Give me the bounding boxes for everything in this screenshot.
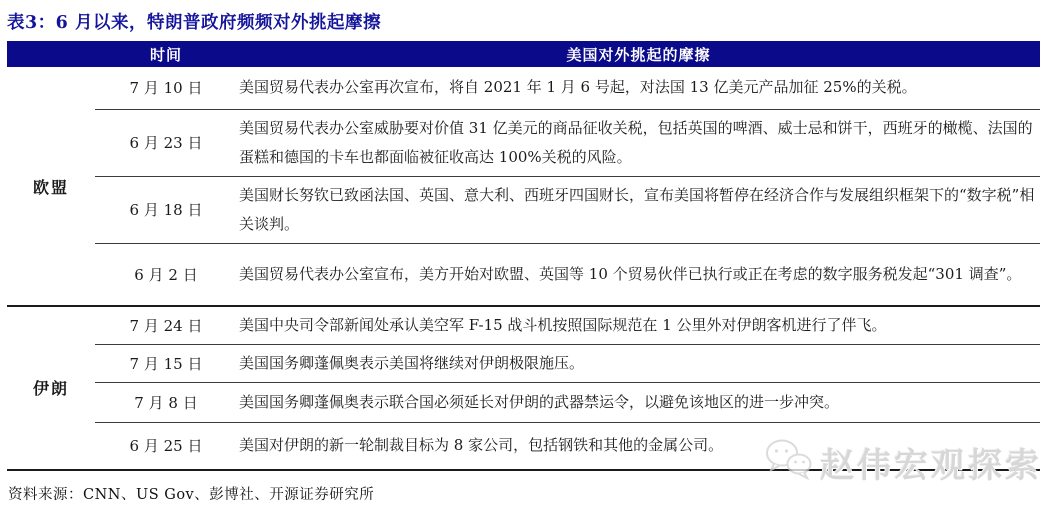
table-row (7, 383, 1040, 423)
header-row (7, 41, 1040, 67)
event-desc: 美国国务卿蓬佩奥表示美国将继续对伊朗极限施压。 (237, 345, 1040, 383)
group-eu (7, 67, 1040, 306)
group-label-eu: 欧盟 (7, 67, 95, 306)
event-desc: 美国贸易代表办公室再次宣布，将自 2021 年 1 月 6 号起，对法国 13 亿美元产品加征 25%的关税。 (237, 67, 1040, 109)
event-desc: 美国贸易代表办公室威胁要对价值 31 亿美元的商品征收关税，包括英国的啤酒、威士忌和饼干，西班牙的橄榄、法国的蛋糕和德国的卡车也都面临被征收高达 100%关税的风险。 (237, 109, 1040, 176)
date-cell: 7 月 15 日 (95, 345, 237, 383)
header-group-spacer (7, 41, 95, 67)
table-title: 表3：6 月以来，特朗普政府频频对外挑起摩擦 (7, 13, 381, 33)
table-row (7, 423, 1040, 470)
table-row (7, 306, 1040, 345)
group-label-iran: 伊朗 (7, 306, 95, 470)
table-row (7, 243, 1040, 306)
event-desc: 美国对伊朗的新一轮制裁目标为 8 家公司，包括钢铁和其他的金属公司。 (237, 423, 1040, 470)
event-desc: 美国中央司令部新闻处承认美空军 F-15 战斗机按照国际规范在 1 公里外对伊朗客机进行了伴飞。 (237, 306, 1040, 345)
table-row (7, 67, 1040, 109)
date-cell: 7 月 10 日 (95, 67, 237, 109)
date-cell: 7 月 24 日 (95, 306, 237, 345)
event-desc: 美国财长努钦已致函法国、英国、意大利、西班牙四国财长，宣布美国将暂停在经济合作与发展组织框架下的“数字税”相关谈判。 (237, 176, 1040, 243)
header-friction: 美国对外挑起的摩擦 (237, 41, 1040, 67)
table-row (7, 176, 1040, 243)
watermark-text: 赵伟宏观探索 (820, 445, 1042, 486)
event-desc: 美国国务卿蓬佩奥表示联合国必须延长对伊朗的武器禁运令，以避免该地区的进一步冲突。 (237, 383, 1040, 423)
source-note: 资料来源：CNN、US Gov、彭博社、开源证券研究所 (8, 486, 375, 503)
event-desc: 美国贸易代表办公室宣布，美方开始对欧盟、英国等 10 个贸易伙伴已执行或正在考虑的数字服务税发起“301 调查”。 (237, 243, 1040, 306)
table-row (7, 345, 1040, 383)
date-cell: 6 月 23 日 (95, 109, 237, 176)
friction-table (7, 41, 1040, 471)
table-row (7, 109, 1040, 176)
date-cell: 7 月 8 日 (95, 383, 237, 423)
group-iran (7, 306, 1040, 470)
date-cell: 6 月 18 日 (95, 176, 237, 243)
date-cell: 6 月 25 日 (95, 423, 237, 470)
header-time: 时间 (95, 41, 237, 67)
report-page (0, 9, 1046, 506)
date-cell: 6 月 2 日 (95, 243, 237, 306)
